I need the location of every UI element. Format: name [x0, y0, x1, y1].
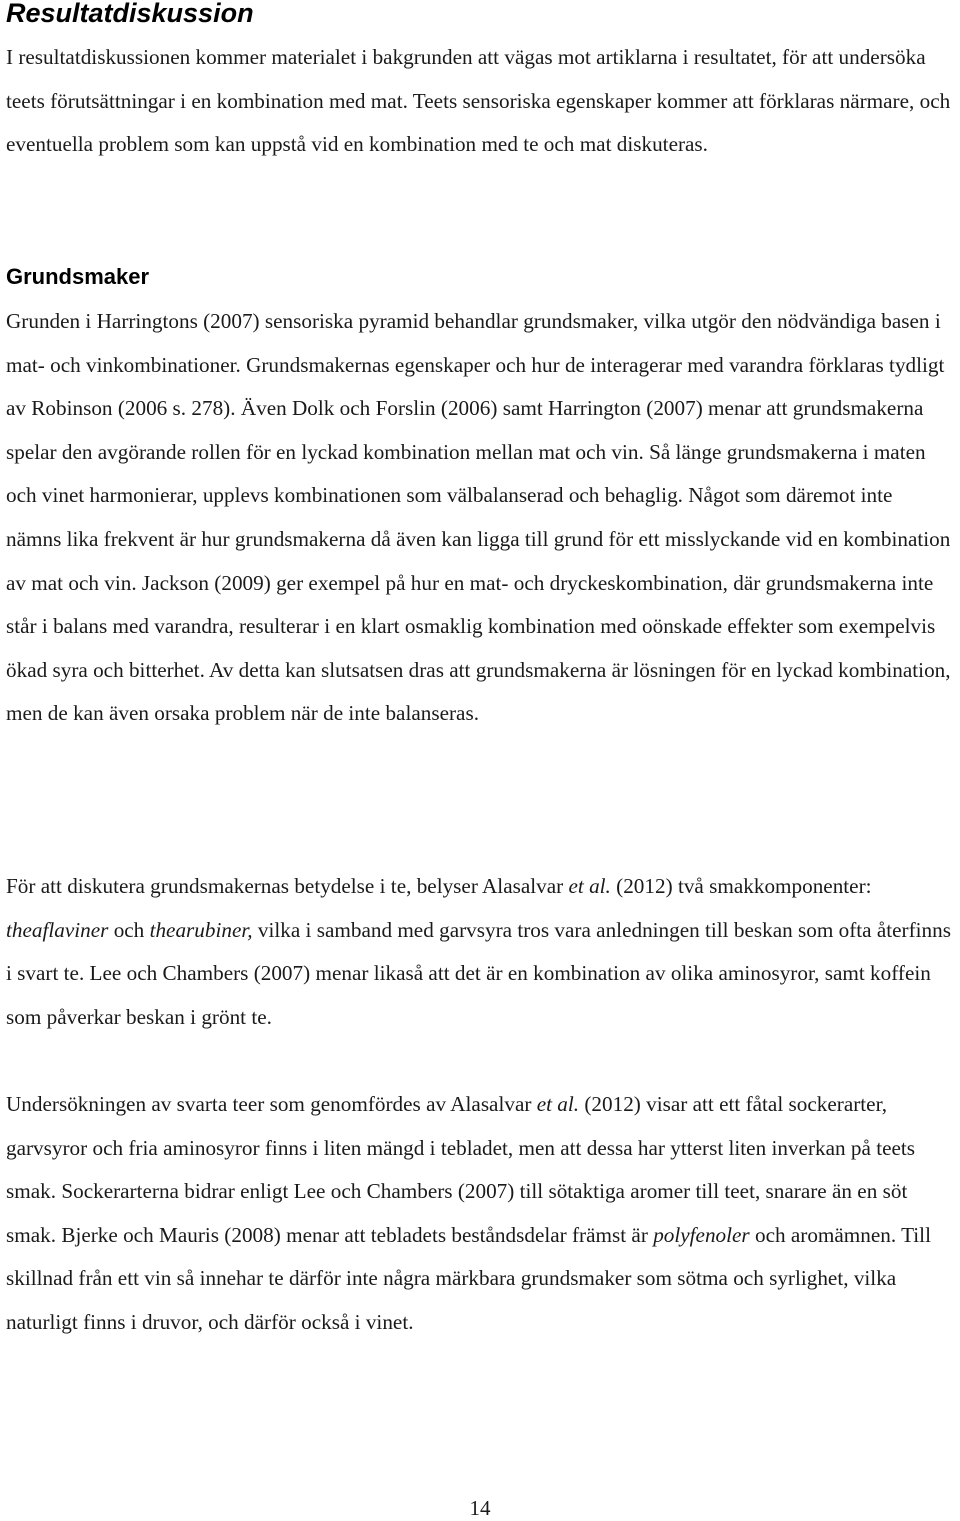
betydelse-paragraph [6, 865, 952, 1039]
undersokning-etal: et al. [536, 1092, 580, 1116]
betydelse-text-2: (2012) två smakkomponenter: [610, 874, 872, 898]
subsection-title-grundsmaker: Grundsmaker [6, 264, 150, 289]
section-title: Resultatdiskussion [6, 0, 254, 28]
term-theaflaviner: theaflaviner [6, 917, 109, 942]
undersokning-text-2: (2012) visar att ett fåtal sockerarter, garvsyror och fria aminosyror finns i liten mängd i tebladet, men att dessa har ytterst liten inverkan på teets smak. Sockerarterna bidrar enligt Lee och Chambers (2007) till sötaktiga aromer till teet, snarare än en söt smak. Bjerke och Mauris (2008) menar att tebladets beståndsdelar främst är [6, 1092, 916, 1247]
term-polyfenoler: polyfenoler [653, 1222, 750, 1247]
page-number: 14 [469, 1496, 491, 1520]
undersokning-text-1: Undersökningen av svarta teer som genomfördes av Alasalvar [6, 1092, 537, 1116]
undersokning-text-3: och aromämnen. Till skillnad från ett vin så innehar te därför inte några märkbara grundsmaker som sötma och syrlighet, vilka naturligt finns i druvor, och därför också i vinet. [6, 1222, 931, 1334]
intro-paragraph: I resultatdiskussionen kommer materialet i bakgrunden att vägas mot artiklarna i resultatet, för att undersöka teets förutsättningar i en kombination med mat. Teets sensoriska egenskaper kommer att förklaras närmare, och eventuella problem som kan uppstå vid en kombination med te och mat diskuteras. [6, 45, 951, 157]
undersokning-paragraph [6, 1083, 952, 1345]
betydelse-text-3: och [108, 917, 150, 942]
betydelse-etal: et al. [568, 874, 611, 898]
term-thearubiner: thearubiner, [149, 917, 253, 942]
betydelse-text-1: För att diskutera grundsmakernas betydelse i te, belyser Alasalvar [6, 874, 569, 898]
grundsmaker-paragraph: Grunden i Harringtons (2007) sensoriska pyramid behandlar grundsmaker, vilka utgör den nödvändiga basen i mat- och vinkombinationer. Grundsmakernas egenskaper och hur de interagerar med varandra förklaras tydligt av Robinson (2006 s. 278). Även Dolk och Forslin (2006) samt Harrington (2007) menar att grundsmakerna spelar den avgörande rollen för en lyckad kombination mellan mat och vin. Så länge grundsmakerna i maten och vinet harmonierar, upplevs kombinationen som välbalanserad och behaglig. Något som däremot inte nämns lika frekvent är hur grundsmakerna då även kan ligga till grund för ett misslyckande vid en kombination av mat och vin. Jackson (2009) ger exempel på hur en mat- och dryckeskombination, där grundsmakerna inte står i balans med varandra, resulterar i en klart osmaklig kombination med oönskade effekter som exempelvis ökad syra och bitterhet. Av detta kan slutsatsen dras att grundsmakerna är lösningen för en lyckad kombination, men de kan även orsaka problem när de inte balanseras. [6, 309, 951, 726]
betydelse-text-4: vilka i samband med garvsyra tros vara anledningen till beskan som ofta återfinns i svart te. Lee och Chambers (2007) menar likaså att det är en kombination av olika aminosyror, samt koffein som påverkar beskan i grönt te. [6, 917, 951, 1029]
